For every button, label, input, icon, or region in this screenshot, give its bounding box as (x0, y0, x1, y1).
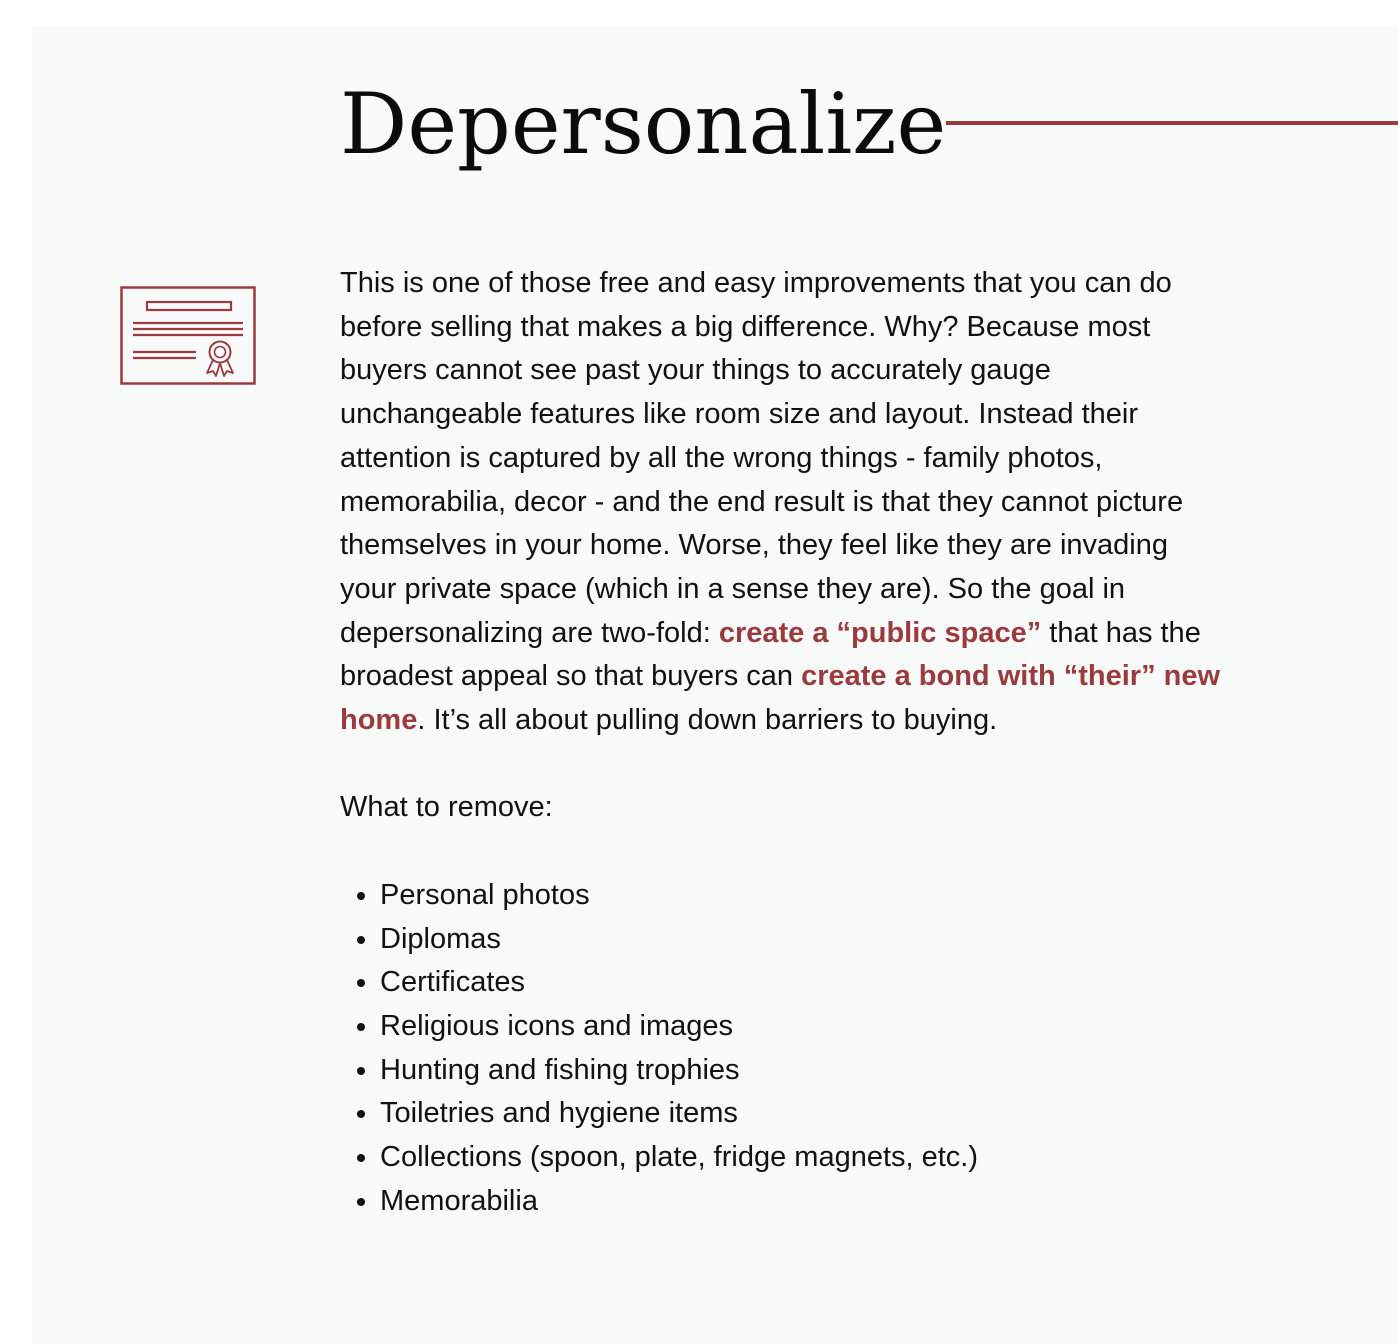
content-panel (32, 26, 1398, 1344)
list-item: • Collections (spoon, plate, fridge magnets, etc.) (380, 1136, 1230, 1180)
remove-list (340, 874, 1230, 1224)
intro-paragraph (340, 262, 1230, 743)
list-item: • Hunting and fishing trophies (380, 1049, 1230, 1093)
list-item: • Toiletries and hygiene items (380, 1092, 1230, 1136)
list-item: • Diplomas (380, 918, 1230, 962)
highlight-create-bond: create a bond with “their” new home (340, 660, 1221, 737)
section-title: Depersonalize (340, 75, 947, 173)
remove-heading: What to remove: (340, 791, 553, 824)
intro-text-1: This is one of those free and easy improvements that you can do before selling that makes a big difference. Why? Because most buyers cannot see past your things to accurately gauge unchangeable features like room size and layout. Instead their attention is captured by all the wrong things - family photos, memorabilia, decor - and the end result is that they cannot picture themselves in your home. Worse, they feel like they are invading your private space (which in a sense they are). So the goal in depersonalizing are two-fold: (340, 267, 1184, 649)
list-item: • Certificates (380, 961, 1230, 1005)
highlight-public-space: create a “public space” (718, 616, 1042, 649)
list-item: • Religious icons and images (380, 1005, 1230, 1049)
list-item: • Personal photos (380, 874, 1230, 918)
intro-text-3: . It’s all about pulling down barriers to buying. (417, 704, 998, 737)
section-body (340, 262, 1230, 1223)
list-item: • Memorabilia (380, 1180, 1230, 1224)
intro-text-2: that has the broadest appeal so that buyers can (340, 616, 1201, 693)
certificate-icon (120, 286, 256, 386)
title-divider (946, 121, 1398, 125)
